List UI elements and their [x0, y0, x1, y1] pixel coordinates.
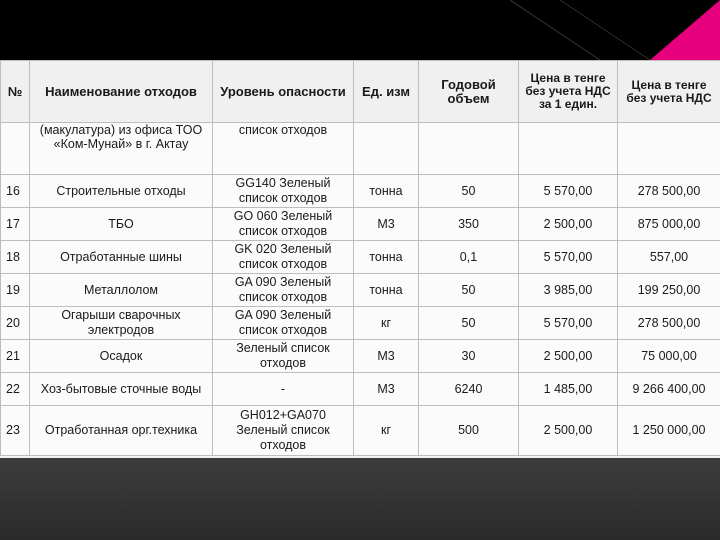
- header-hazard: Уровень опасности: [213, 61, 354, 123]
- cell-unit: М3: [354, 340, 419, 373]
- table-row-continuation: [1, 123, 720, 175]
- cell-unit: кг: [354, 307, 419, 340]
- cell-hazard: GA 090 Зеленый список отходов: [213, 307, 354, 340]
- table-header-row: [1, 61, 720, 123]
- cell-hazard: GA 090 Зеленый список отходов: [213, 274, 354, 307]
- cell-unit: кг: [354, 406, 419, 456]
- cell-volume: 50: [419, 175, 519, 208]
- cell-num: 19: [1, 274, 30, 307]
- cell-total: 75 000,00: [618, 340, 720, 373]
- cell-unit-price: 2 500,00: [519, 406, 618, 456]
- table-row: [1, 307, 720, 340]
- cell-name: Отработанная орг.техника: [30, 406, 213, 456]
- waste-table: [0, 60, 720, 456]
- cell-name: Хоз-бытовые сточные воды: [30, 373, 213, 406]
- cell-volume: 6240: [419, 373, 519, 406]
- cell-unit-price: 5 570,00: [519, 307, 618, 340]
- cell-unit: тонна: [354, 274, 419, 307]
- decor-line: [560, 0, 650, 60]
- header-unit: Ед. изм: [354, 61, 419, 123]
- cell-num: 23: [1, 406, 30, 456]
- cell-unit-price: 2 500,00: [519, 208, 618, 241]
- cell-volume: 50: [419, 274, 519, 307]
- cell-unit: М3: [354, 208, 419, 241]
- cell-total: 278 500,00: [618, 175, 720, 208]
- magenta-triangle: [650, 0, 720, 60]
- cell-total: 9 266 400,00: [618, 373, 720, 406]
- cell-unit: тонна: [354, 175, 419, 208]
- cell-num: 20: [1, 307, 30, 340]
- table-row: [1, 406, 720, 456]
- header-volume: Годовой объем: [419, 61, 519, 123]
- cell-name: Строительные отходы: [30, 175, 213, 208]
- cell-unit: М3: [354, 373, 419, 406]
- cell-hazard: GH012+GA070 Зеленый список отходов: [213, 406, 354, 456]
- cell-total: 199 250,00: [618, 274, 720, 307]
- cell-hazard: GK 020 Зеленый список отходов: [213, 241, 354, 274]
- cell-name: (макулатура) из офиса ТОО «Ком-Мунай» в г. Актау: [30, 123, 213, 175]
- cell-num: 21: [1, 340, 30, 373]
- cell-total: 557,00: [618, 241, 720, 274]
- table-row: [1, 373, 720, 406]
- cell-volume: 50: [419, 307, 519, 340]
- cell-unit-price: [519, 123, 618, 175]
- cell-unit-price: 3 985,00: [519, 274, 618, 307]
- cell-unit-price: 5 570,00: [519, 175, 618, 208]
- cell-volume: 500: [419, 406, 519, 456]
- cell-hazard: Зеленый список отходов: [213, 340, 354, 373]
- table-row: [1, 340, 720, 373]
- decor-line: [510, 0, 600, 60]
- cell-total: 1 250 000,00: [618, 406, 720, 456]
- cell-hazard: GG140 Зеленый список отходов: [213, 175, 354, 208]
- header-total: Цена в тенге без учета НДС: [618, 61, 720, 123]
- cell-hazard: GO 060 Зеленый список отходов: [213, 208, 354, 241]
- cell-total: [618, 123, 720, 175]
- cell-unit-price: 5 570,00: [519, 241, 618, 274]
- cell-name: Отработанные шины: [30, 241, 213, 274]
- cell-unit-price: 1 485,00: [519, 373, 618, 406]
- cell-hazard: список отходов: [213, 123, 354, 175]
- cell-volume: 30: [419, 340, 519, 373]
- table-row: [1, 175, 720, 208]
- cell-name: Огарыши сварочных электродов: [30, 307, 213, 340]
- table-row: [1, 274, 720, 307]
- cell-num: [1, 123, 30, 175]
- cell-hazard: -: [213, 373, 354, 406]
- header-num: №: [1, 61, 30, 123]
- cell-volume: 0,1: [419, 241, 519, 274]
- cell-name: ТБО: [30, 208, 213, 241]
- cell-total: 278 500,00: [618, 307, 720, 340]
- cell-volume: [419, 123, 519, 175]
- cell-total: 875 000,00: [618, 208, 720, 241]
- header-unit-price: Цена в тенге без учета НДС за 1 един.: [519, 61, 618, 123]
- cell-num: 16: [1, 175, 30, 208]
- table-row: [1, 241, 720, 274]
- table-row: [1, 208, 720, 241]
- header-name: Наименование отходов: [30, 61, 213, 123]
- cell-unit: [354, 123, 419, 175]
- cell-name: Осадок: [30, 340, 213, 373]
- waste-table-container: [0, 60, 720, 458]
- cell-num: 22: [1, 373, 30, 406]
- cell-num: 18: [1, 241, 30, 274]
- cell-unit: тонна: [354, 241, 419, 274]
- cell-volume: 350: [419, 208, 519, 241]
- cell-num: 17: [1, 208, 30, 241]
- cell-unit-price: 2 500,00: [519, 340, 618, 373]
- cell-name: Металлолом: [30, 274, 213, 307]
